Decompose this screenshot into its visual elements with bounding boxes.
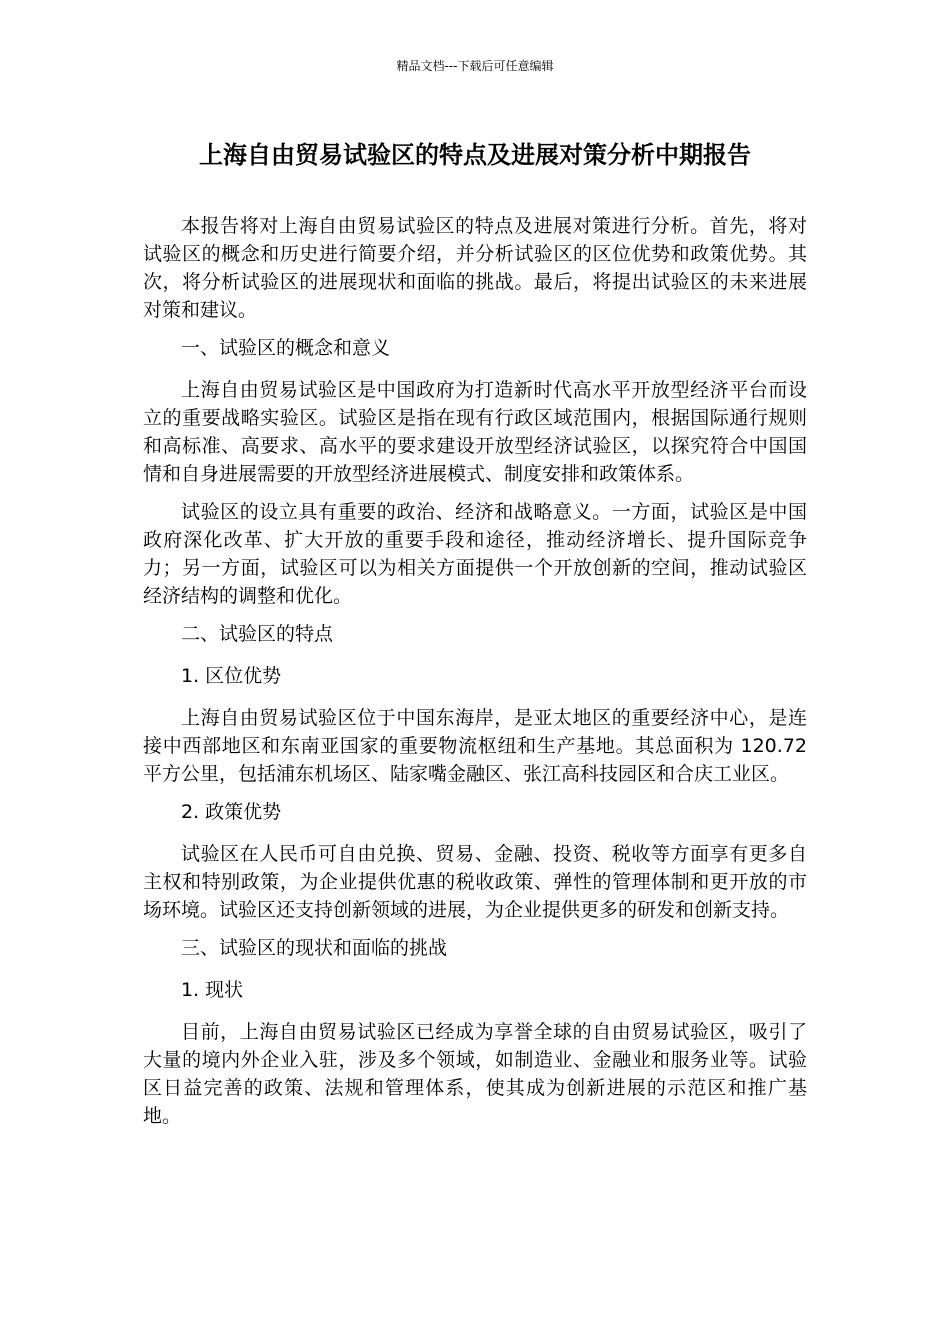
subsection-heading-policy: 2. 政策优势 [181,801,282,823]
section-heading-3: 三、试验区的现状和面临的挑战 [181,937,448,959]
paragraph-location: 上海自由贸易试验区位于中国东海岸，是亚太地区的重要经济中心，是连接中西部地区和东南亚国家的重要物流枢纽和生产基地。其总面积为 120.72 平方公里，包括浦东机场区、陆家嘴金融区、张江高科技园区和合庆工业区。 [143,707,807,785]
section-heading-1: 一、试验区的概念和意义 [181,337,391,359]
subsection-heading-status: 1. 现状 [181,979,244,1001]
section-heading-2: 二、试验区的特点 [181,623,334,645]
document-title: 上海自由贸易试验区的特点及进展对策分析中期报告 [199,141,751,169]
paragraph-policy: 试验区在人民币可自由兑换、贸易、金融、投资、税收等方面享有更多自主权和特别政策，为企业提供优惠的税收政策、弹性的管理体制和更开放的市场环境。试验区还支持创新领域的进展，为企业提供更多的研发和创新支持。 [143,843,807,921]
document-body [143,212,807,1140]
paragraph-intro: 本报告将对上海自由贸易试验区的特点及进展对策进行分析。首先，将对试验区的概念和历史进行简要介绍，并分析试验区的区位优势和政策优势。其次，将分析试验区的进展现状和面临的挑战。最后，将提出试验区的未来进展对策和建议。 [143,215,807,321]
header-note: 精品文档---下载后可任意编辑 [396,59,554,73]
subsection-heading-location: 1. 区位优势 [181,665,282,687]
paragraph-significance: 试验区的设立具有重要的政治、经济和战略意义。一方面，试验区是中国政府深化改革、扩大开放的重要手段和途径，推动经济增长、提升国际竞争力；另一方面，试验区可以为相关方面提供一个开放创新的空间，推动试验区经济结构的调整和优化。 [143,501,807,607]
paragraph-status: 目前，上海自由贸易试验区已经成为享誉全球的自由贸易试验区，吸引了大量的境内外企业入驻，涉及多个领域，如制造业、金融业和服务业等。试验区日益完善的政策、法规和管理体系，使其成为创新进展的示范区和推广基地。 [143,1021,807,1127]
paragraph-concept: 上海自由贸易试验区是中国政府为打造新时代高水平开放型经济平台而设立的重要战略实验区。试验区是指在现有行政区域范围内，根据国际通行规则和高标准、高要求、高水平的要求建设开放型经济试验区，以探究符合中国国情和自身进展需要的开放型经济进展模式、制度安排和政策体系。 [143,379,807,485]
